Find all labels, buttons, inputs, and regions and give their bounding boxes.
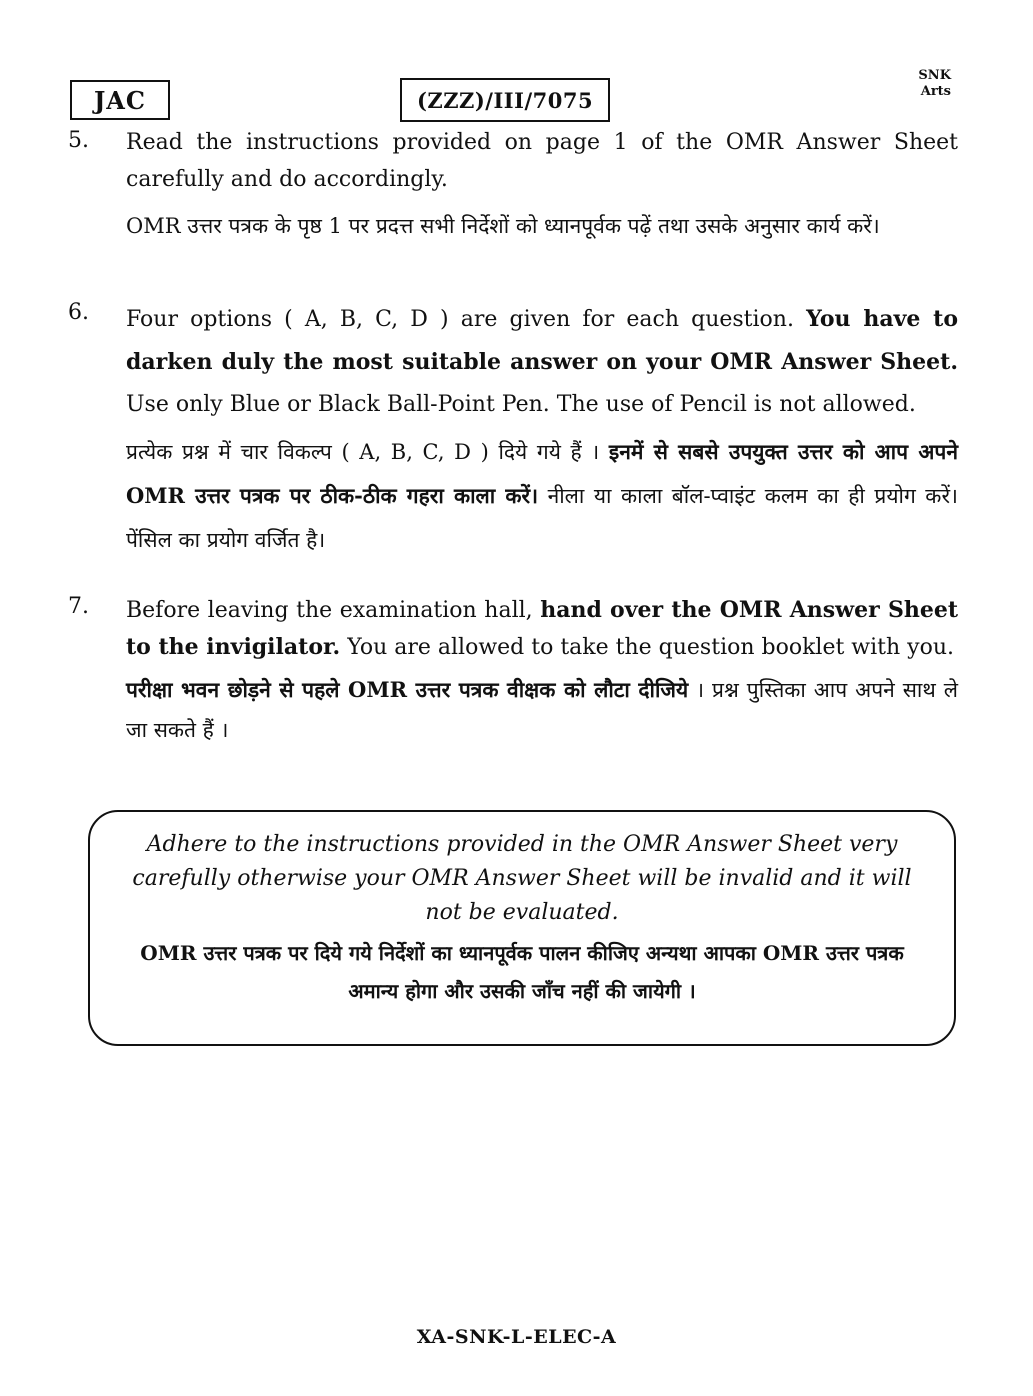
item-number: 7. xyxy=(68,594,89,619)
item-english-text: Read the instructions provided on page 1 of the OMR Answer Sheet carefully and do accordingly. xyxy=(126,130,958,192)
item-text-emphasis: इनमें से सबसे उपयुक्त उत्तर को आप अपने OMR उत्तर पत्रक पर ठीक-ठीक गहरा काला करें। xyxy=(126,439,958,508)
item-text-plain: Four options ( A, B, C, D ) are given for each question. xyxy=(126,307,794,332)
subject-tag-line1: SNK xyxy=(918,68,951,83)
notice-english-text: Adhere to the instructions provided in the OMR Answer Sheet very carefully otherwise your OMR Answer Sheet will be invalid and it will not be evaluated. xyxy=(132,832,912,925)
item-body xyxy=(126,592,958,750)
item-english-text xyxy=(126,298,958,426)
notice-box xyxy=(88,810,956,1046)
item-text-plain: नीला या काला बॉल-प्वाइंट कलम का ही प्रयोग करें। पेंसिल का प्रयोग वर्जित है। xyxy=(126,484,958,552)
item-english-text xyxy=(126,592,958,666)
item-text-plain: Use only Blue or Black Ball-Point Pen. The use of Pencil is not allowed. xyxy=(126,392,916,417)
paper-code: (ZZZ)/III/7075 xyxy=(416,87,594,113)
subject-tag-line2: Arts xyxy=(920,84,951,99)
item-text-emphasis: You have to darken duly the most suitable answer on your OMR Answer Sheet. xyxy=(126,306,958,375)
item-text-emphasis: hand over the OMR Answer Sheet to the invigilator. xyxy=(126,597,958,660)
item-body xyxy=(126,298,958,562)
paper-code-box xyxy=(400,78,610,122)
subject-tag xyxy=(918,68,951,100)
item-text-plain: You are allowed to take the question booklet with you. xyxy=(347,635,955,660)
footer-code: XA-SNK-L-ELEC-A xyxy=(416,1326,617,1348)
item-hindi-text xyxy=(126,430,958,562)
item-text-plain: Before leaving the examination hall, xyxy=(126,598,533,623)
item-number: 6. xyxy=(68,300,89,325)
item-number: 5. xyxy=(68,128,89,153)
board-label xyxy=(70,80,170,120)
item-hindi-text xyxy=(126,670,958,750)
item-text-plain: । प्रश्न पुस्तिका आप अपने साथ ले जा सकते हैं । xyxy=(126,678,958,742)
item-text-emphasis: परीक्षा भवन छोड़ने से पहले OMR उत्तर पत्रक वीक्षक को लौटा दीजिये xyxy=(126,677,689,702)
item-text-plain: प्रत्येक प्रश्न में चार विकल्प ( A, B, C, D ) दिये गये हैं । xyxy=(126,440,600,464)
item-body xyxy=(126,124,958,248)
notice-hindi-text: OMR उत्तर पत्रक पर दिये गये निर्देशों का ध्यानपूर्वक पालन कीजिए अन्यथा आपका OMR उत्तर पत्रक अमान्य होगा और उसकी जाँच नहीं की जायेगी । xyxy=(140,941,904,1003)
item-hindi-text: OMR उत्तर पत्रक के पृष्ठ 1 पर प्रदत्त सभी निर्देशों को ध्यानपूर्वक पढ़ें तथा उसके अनुसार कार्य करें। xyxy=(126,214,880,238)
board-text: JAC xyxy=(93,85,147,115)
